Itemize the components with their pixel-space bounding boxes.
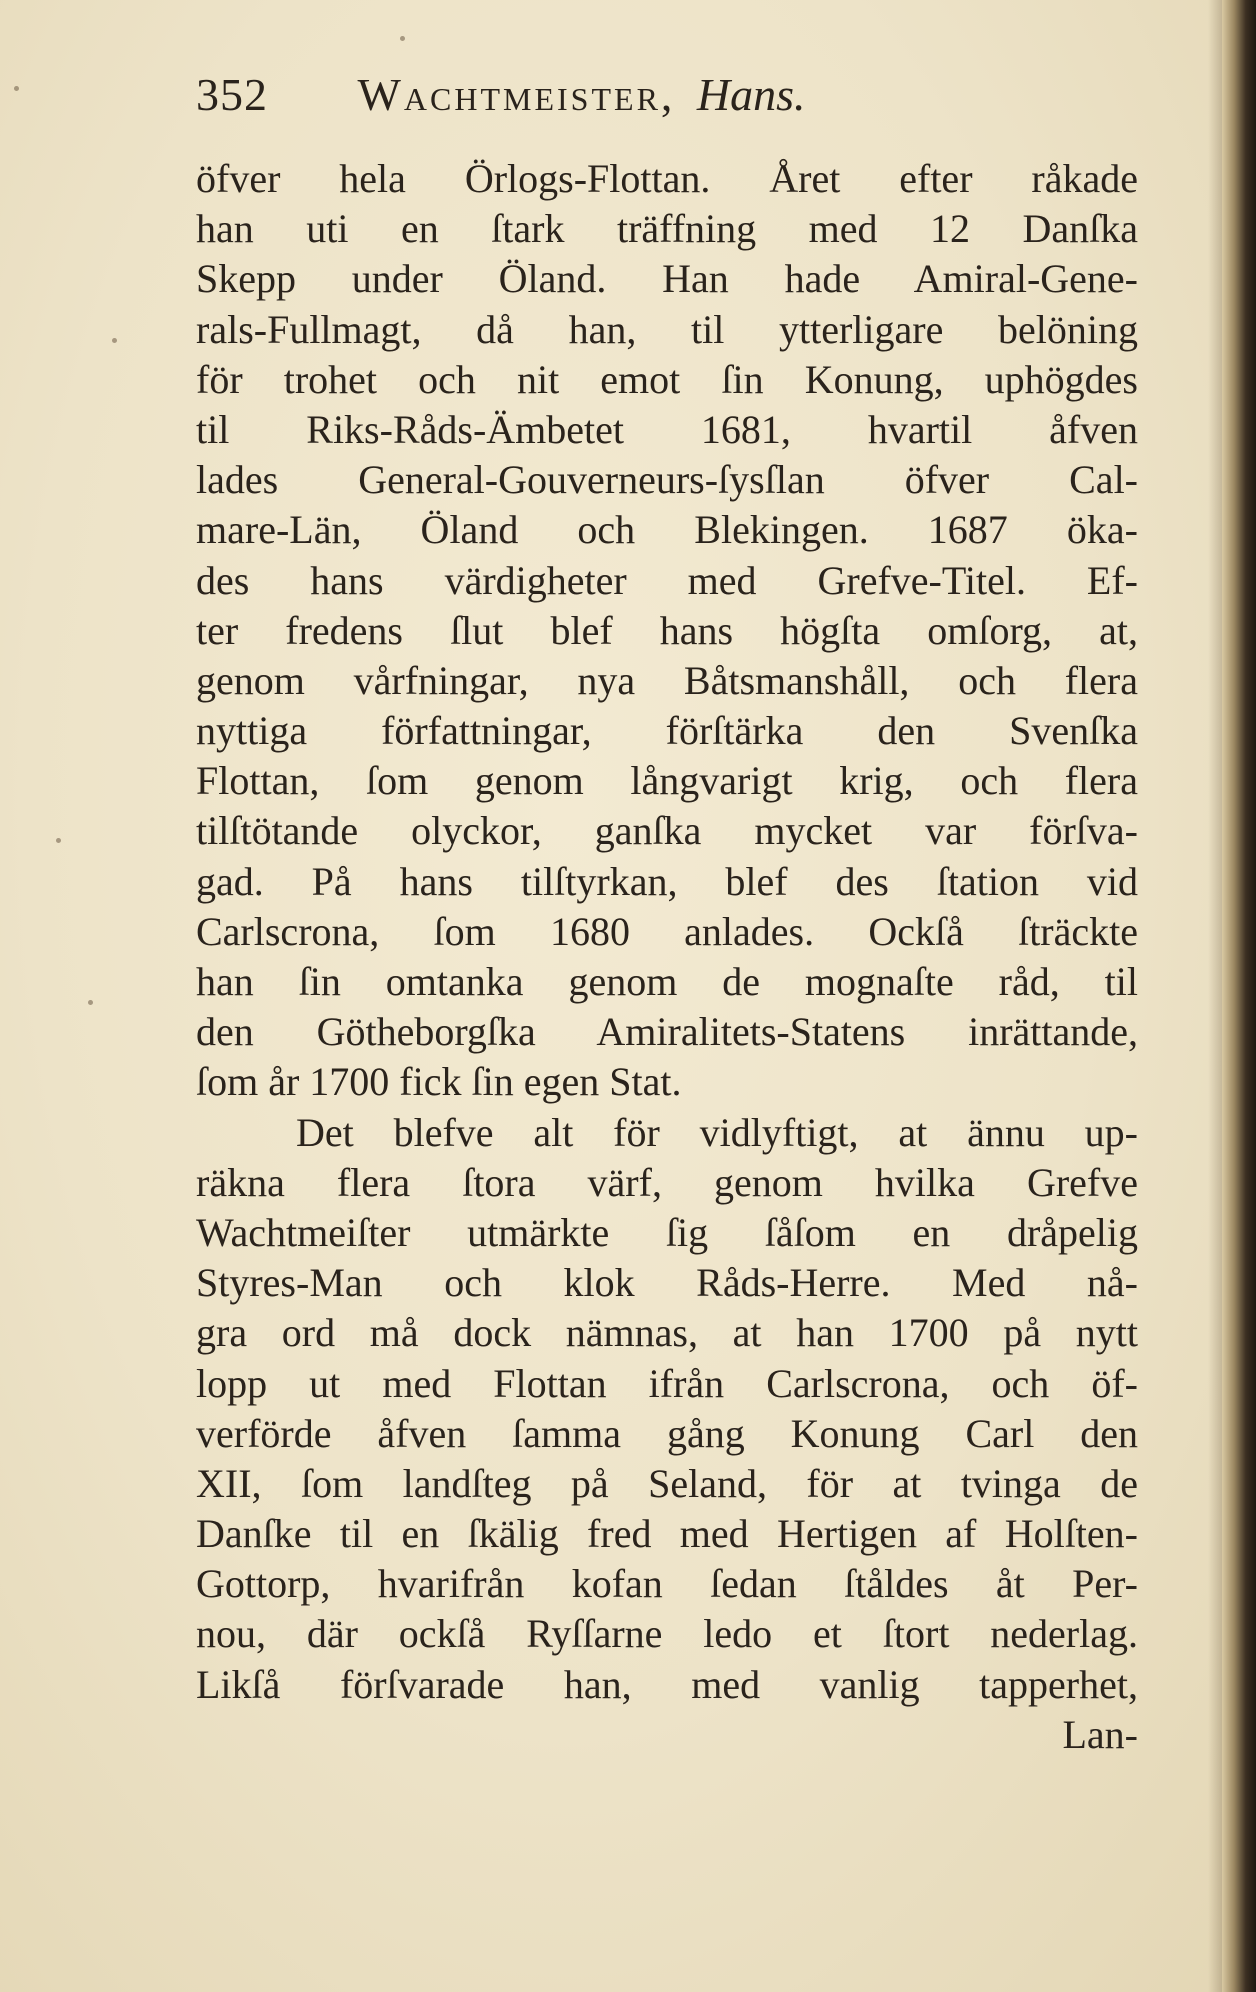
text-line: Flottan, ſom genom långvarigt krig, och flera	[196, 758, 1138, 804]
text-line: lopp ut med Flottan ifrån Carlscrona, och öf-	[196, 1360, 1138, 1406]
text-line: Gottorp, hvarifrån kofan ſedan ſtåldes åt Per-	[196, 1561, 1138, 1607]
paragraph-end-line: ſom år 1700 fick ſin egen Stat.	[196, 1059, 682, 1105]
text-line: Danſke til en ſkälig fred med Hertigen af Holſten-	[196, 1511, 1138, 1557]
text-line: mare-Län, Öland och Blekingen. 1687 öka-	[196, 507, 1138, 553]
text-line: Styres-Man och klok Råds-Herre. Med nå-	[196, 1260, 1138, 1306]
catchword: Lan-	[1062, 1711, 1138, 1757]
running-header	[196, 62, 1096, 128]
text-line: han uti en ſtark träffning med 12 Danſka	[196, 206, 1138, 252]
paper-speck	[88, 1000, 93, 1005]
book-spine-edge	[1222, 0, 1256, 1992]
text-line: för trohet och nit emot ſin Konung, uphögdes	[196, 356, 1138, 402]
text-line: nyttiga författningar, förſtärka den Svenſka	[196, 708, 1138, 754]
text-line: ter fredens ſlut blef hans högſta omſorg, at,	[196, 607, 1138, 653]
paper-speck	[56, 838, 61, 843]
paper-speck	[400, 36, 405, 41]
running-name: Hans.	[696, 69, 806, 120]
text-line: han ſin omtanka genom de mognaſte råd, til	[196, 959, 1138, 1004]
text-line: genom vårfningar, nya Båtsmanshåll, och flera	[196, 657, 1138, 703]
running-title: Wachtmeister,	[357, 69, 676, 120]
text-line: Skepp under Öland. Han hade Amiral-Gene-	[196, 256, 1138, 302]
text-line: XII, ſom landſteg på Seland, för at tvinga de	[196, 1460, 1138, 1506]
text-line: räkna flera ſtora värf, genom hvilka Grefve	[196, 1159, 1138, 1205]
page-number: 352	[196, 69, 268, 120]
paper-speck	[14, 86, 19, 91]
text-line: Wachtmeiſter utmärkte ſig ſåſom en dråpelig	[196, 1209, 1138, 1255]
text-line: den Götheborgſka Amiralitets-Statens inrättande,	[196, 1009, 1138, 1055]
text-line: nou, där ockſå Ryſſarne ledo et ſtort nederlag.	[196, 1611, 1138, 1657]
text-line: Likſå förſvarade han, med vanlig tapperhet,	[196, 1661, 1138, 1707]
paper-speck	[112, 338, 117, 343]
text-line: til Riks-Råds-Ämbetet 1681, hvartil åfven	[196, 406, 1138, 452]
text-line: verförde åfven ſamma gång Konung Carl den	[196, 1410, 1138, 1456]
text-line: des hans värdigheter med Grefve-Titel. Ef-	[196, 557, 1138, 603]
text-line: gra ord må dock nämnas, at han 1700 på nytt	[196, 1310, 1138, 1356]
text-line: öfver hela Örlogs-Flottan. Året efter råkade	[196, 156, 1138, 201]
text-line: lades General-Gouverneurs-ſysſlan öfver Cal-	[196, 457, 1138, 503]
text-line: gad. På hans tilſtyrkan, blef des ſtation vid	[196, 858, 1138, 904]
body-text	[196, 154, 1138, 1760]
text-line: rals-Fullmagt, då han, til ytterligare belöning	[196, 306, 1138, 352]
page-gutter-shadow	[1208, 0, 1222, 1992]
text-line: Carlscrona, ſom 1680 anlades. Ockſå ſträckte	[196, 908, 1138, 954]
paragraph-start-line: Det blefve alt för vidlyftigt, at ännu up-	[296, 1109, 1138, 1155]
text-line: tilſtötande olyckor, ganſka mycket var förſva-	[196, 808, 1138, 854]
